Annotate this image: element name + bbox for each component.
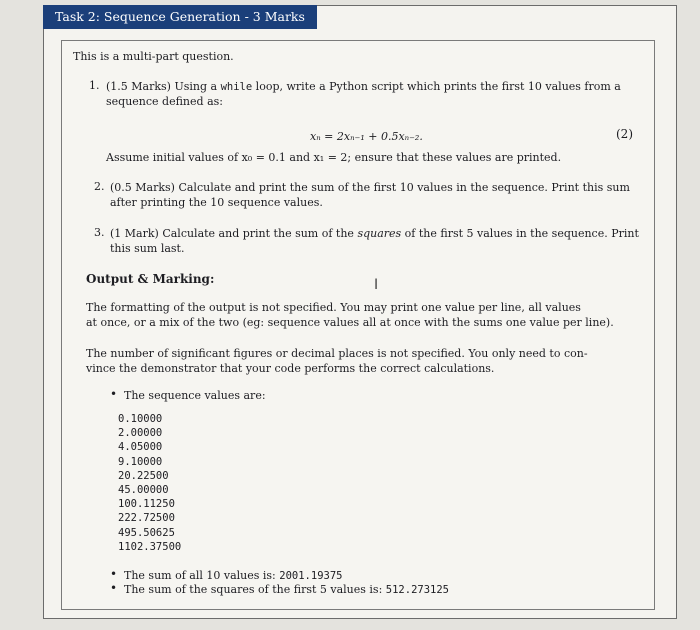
sequence-value: 495.50625	[118, 526, 175, 539]
q1-assume: Assume initial values of x₀ = 0.1 and x₁ = 2; ensure that these values are printed.	[106, 151, 562, 164]
q1-code-while: while	[220, 81, 253, 93]
task-title-tab: Task 2: Sequence Generation - 3 Marks	[43, 5, 317, 29]
sequence-value: 4.05000	[118, 441, 163, 454]
q3-line1	[110, 226, 639, 241]
q3-line1-pre: (1 Mark) Calculate and print the sum of the	[110, 227, 358, 240]
q3-line2: this sum last.	[110, 242, 185, 255]
q1-line1-post: loop, write a Python script which prints the first 10 values from a	[252, 80, 621, 93]
bullet-icon: •	[110, 567, 118, 581]
sequence-value: 45.00000	[118, 483, 169, 496]
sequence-value: 1102.37500	[118, 540, 182, 553]
q1-equation: xₙ = 2xₙ₋₁ + 0.5xₙ₋₂.	[310, 130, 423, 143]
equation-number: (2)	[616, 127, 633, 141]
bullet-icon: •	[110, 581, 118, 595]
intro-text: This is a multi-part question.	[73, 50, 234, 63]
output-p1-line1: The formatting of the output is not specified. You may print one value per line, all values	[86, 301, 581, 314]
q3-number: 3.	[94, 226, 105, 239]
output-p2-line2: vince the demonstrator that your code performs the correct calculations.	[86, 362, 495, 375]
sequence-values-list	[118, 412, 181, 554]
output-heading: Output & Marking:	[86, 272, 215, 286]
output-p1-line2: at once, or a mix of the two (eg: sequence values all at once with the sums one value per line).	[86, 316, 614, 329]
sum-value: 2001.19375	[279, 570, 343, 582]
sequence-value: 20.22500	[118, 469, 169, 482]
sequence-value: 0.10000	[118, 413, 163, 425]
bullet-icon: •	[110, 387, 118, 401]
q1-line1	[106, 79, 621, 95]
q2-line1: (0.5 Marks) Calculate and print the sum of the first 10 values in the sequence. Print this sum	[110, 181, 630, 194]
q1-line2: sequence defined as:	[106, 95, 223, 108]
squares-sum-label: The sum of the squares of the first 5 values is:	[124, 583, 386, 596]
q1-line1-pre: (1.5 Marks) Using a	[106, 80, 221, 93]
sequence-value: 9.10000	[118, 455, 163, 468]
output-p2-line1: The number of significant figures or decimal places is not specified. You only need to con-	[86, 347, 588, 360]
sequence-value: 2.00000	[118, 427, 163, 440]
sequence-value: 222.72500	[118, 512, 175, 525]
squares-sum-value: 512.273125	[385, 584, 449, 596]
q3-emphasis-squares: squares	[357, 227, 402, 240]
bullet-sequence-label: The sequence values are:	[124, 389, 266, 402]
sum-label: The sum of all 10 values is:	[124, 569, 280, 582]
q3-line1-post: of the first 5 values in the sequence. Print	[401, 227, 639, 240]
sequence-value: 100.11250	[118, 498, 175, 511]
q2-line2: after printing the 10 sequence values.	[110, 196, 323, 209]
q1-number: 1.	[89, 79, 100, 92]
bullet-squares-sum	[124, 582, 449, 598]
q2-number: 2.	[94, 180, 105, 193]
text-cursor-icon: I	[374, 277, 379, 293]
